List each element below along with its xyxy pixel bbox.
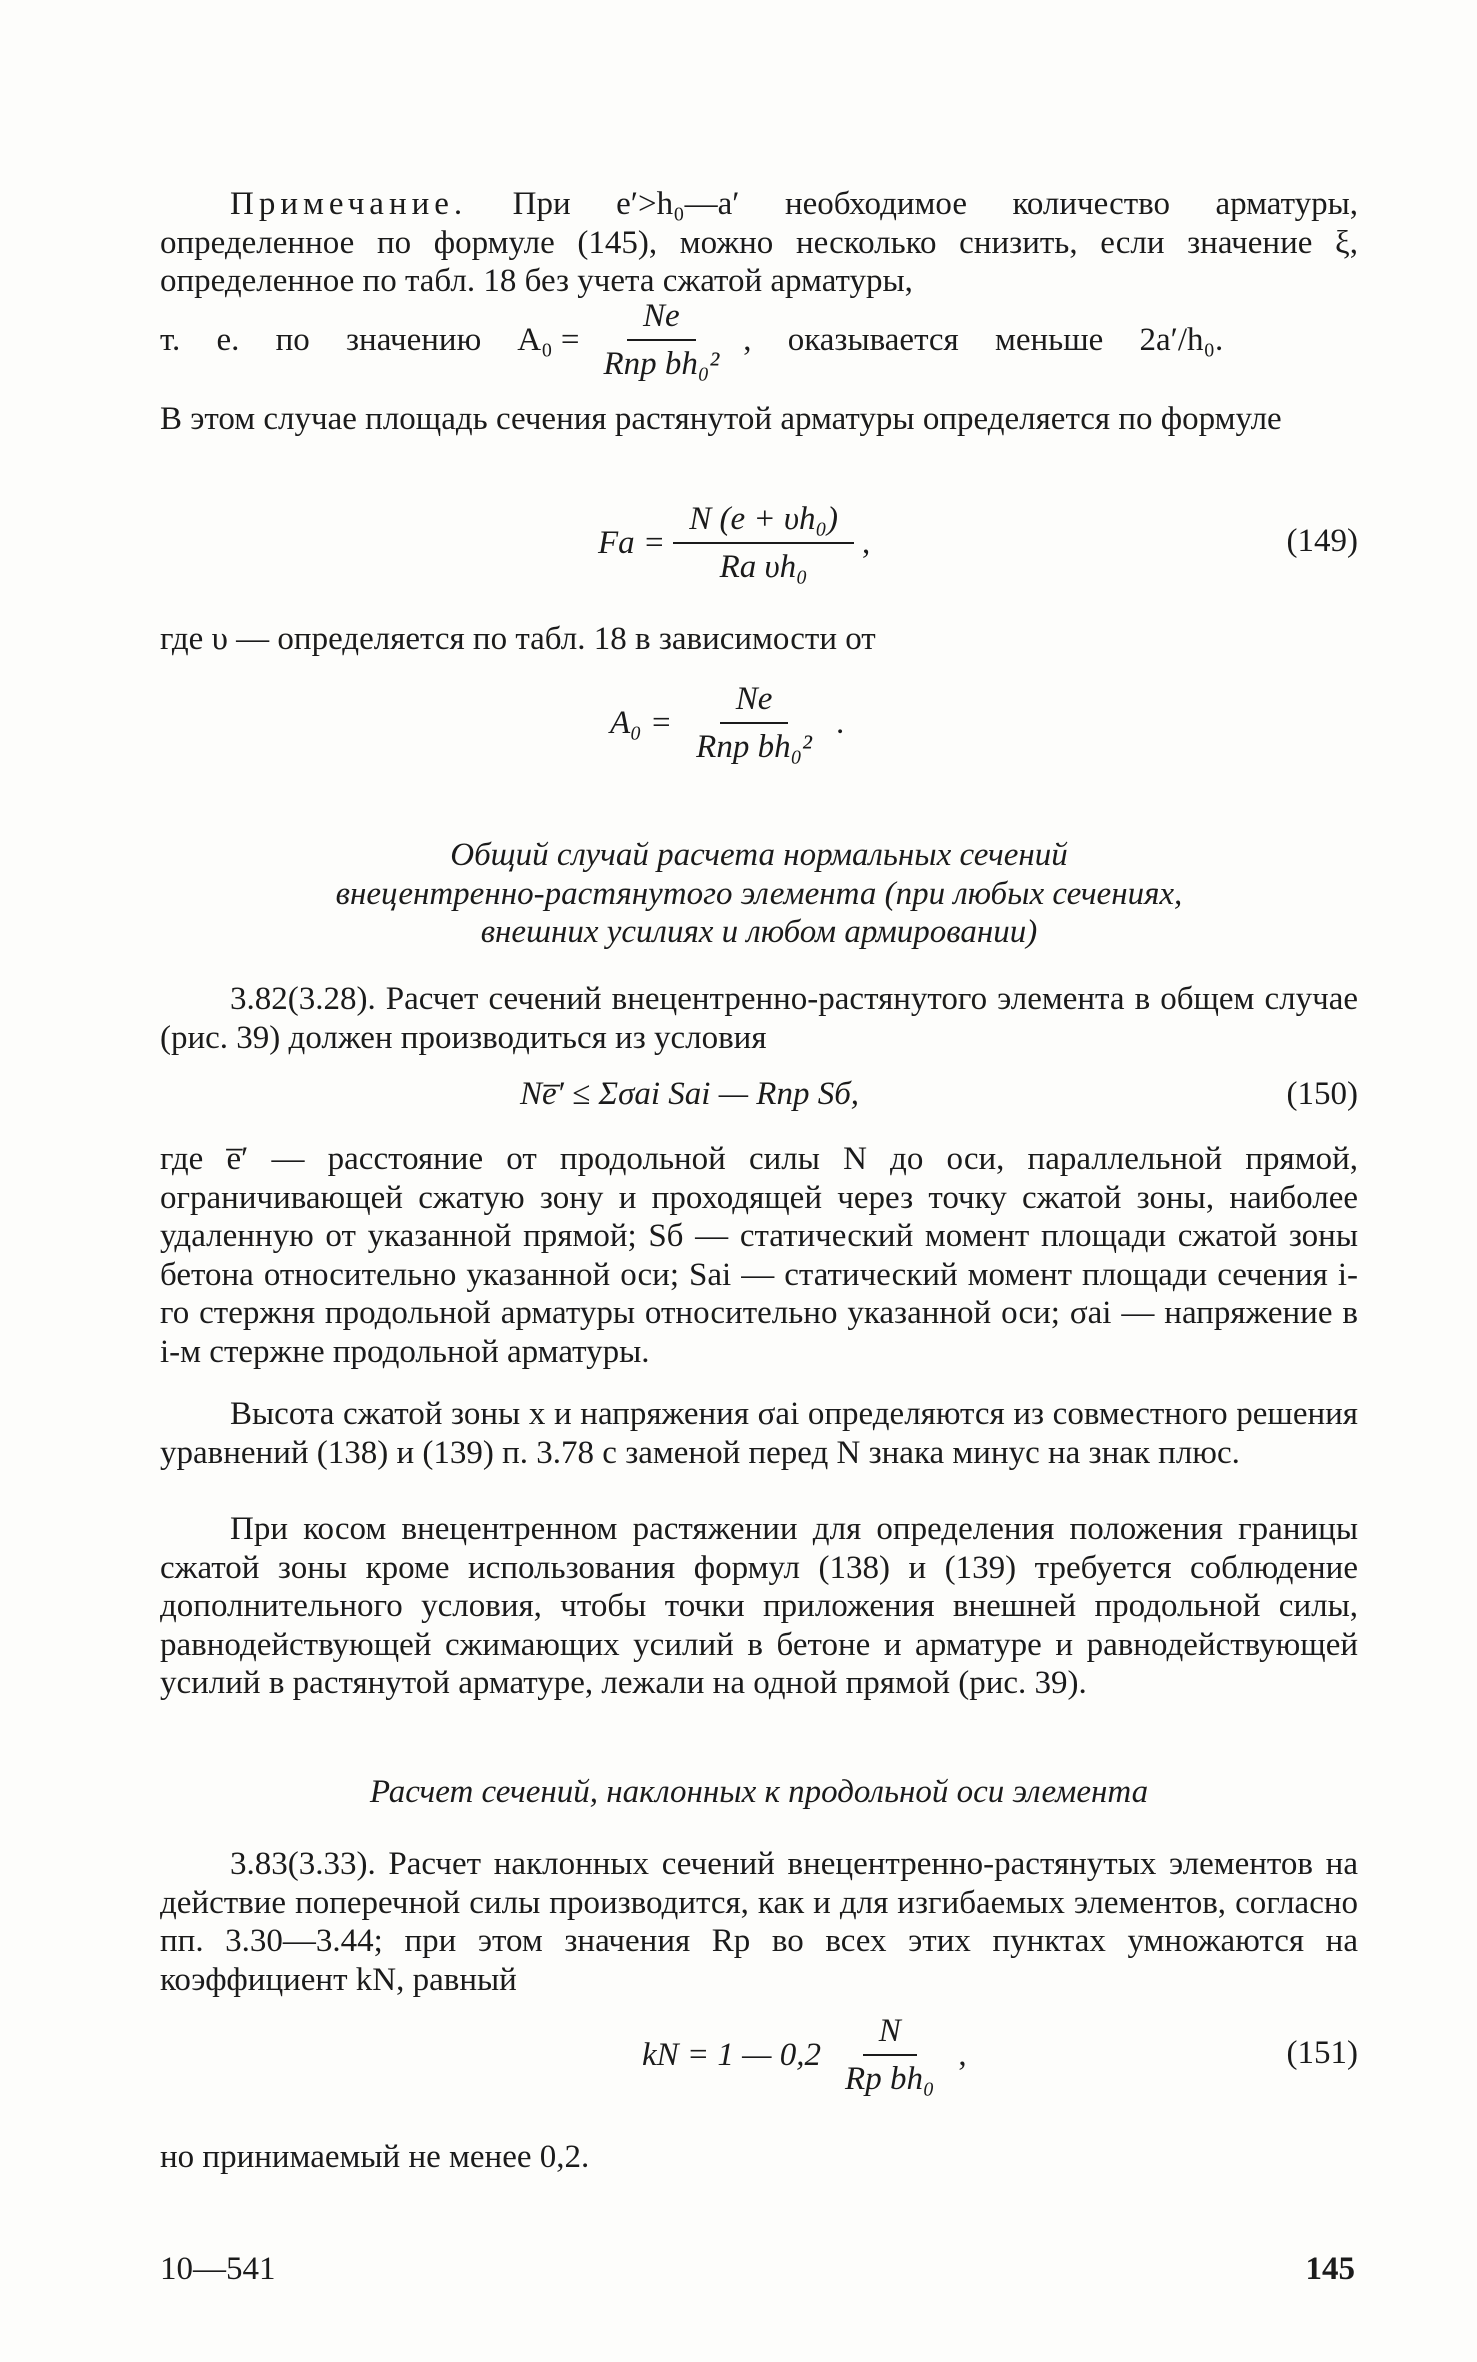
oblique-block [160,1510,1358,1703]
formula-a0-inline-numerator: Ne [627,297,696,341]
height-paragraph: Высота сжатой зоны x и напряжения σаi определяются из совместного решения уравнений (138) и (139) п. 3.78 с заменой перед N знака минус на знак плюс. [160,1396,1358,1471]
formula-151-lhs: kN = 1 — 0,2 [642,2036,822,2073]
section-383-paragraph [160,1845,1358,1999]
formula-a0-numerator: Ne [720,680,789,724]
note-label: Примечание. [230,186,468,222]
formula-151-fraction [829,2012,950,2098]
formula-a0-inline-fraction [587,297,735,383]
formula-a0 [610,668,844,778]
formula-a0-tail: . [835,704,845,741]
where-e-text: где e̅′ — расстояние от продольной силы N до оси, параллельной прямой, ограничивающей сжатую зону и проходящей через точку сжатой зоны, наиболее удаленную от указанной прямой; Sб — статический момент площади сжатой зоны бетона относительно указанной оси; Sаi — статический момент площади сечения i-го стержня продольной арматуры относительно указанной оси; σаi — напряжение в i-м стержне продольной арматуры. [160,1141,1358,1370]
final-line-block [160,2138,1358,2177]
section-383-block [160,1845,1358,1999]
note-a0-outro: , оказывается меньше 2a′/h₀. [743,321,1224,358]
note-block [160,185,1358,301]
section-382-paragraph [160,980,1358,1057]
final-line: но принимаемый не менее 0,2. [160,2139,590,2175]
section-383-number: 3.83(3.33). [230,1846,376,1882]
where-v-text: где υ — определяется по табл. 18 в зависимости от [160,621,876,657]
note-a0-line [160,288,1358,392]
printer-signature: 10—541 [160,2251,276,2287]
page-number: 145 [1305,2251,1355,2287]
formula-151-tail: , [958,2036,967,2073]
formula-149-denominator: Rа υh₀ [719,549,808,585]
height-block [160,1395,1358,1472]
where-e-block [160,1140,1358,1371]
section-382-block [160,980,1358,1057]
formula-151 [642,2000,967,2110]
note-text: При e′>h₀—a′ необходимое количество арматуры, определенное по формуле (145), можно несколько снизить, если значение ξ, определенное по табл. 18 без учета сжатой арматуры, [160,186,1358,299]
formula-a0-inline-denominator: Rпр bh₀² [603,346,720,382]
section-heading-normal-line3: внешних усилиях и любом армировании) [480,914,1038,950]
note-block-2 [160,400,1358,439]
section-heading-normal-line1: Общий случай расчета нормальных сечений [450,837,1068,873]
section-heading-normal-line2: внецентренно-растянутого элемента (при любых сечениях, [335,875,1183,912]
formula-149 [598,488,870,598]
formula-149-lhs: Fа = [598,524,666,561]
formula-149-fraction [673,500,854,586]
formula-a0-inline-lhs: A₀ = [517,321,580,358]
note-paragraph [160,185,1358,301]
formula-a0-lhs: A₀ = [610,704,673,741]
formula-149-tail: , [861,524,871,561]
formula-150: Ne̅′ ≤ Σσаi Sаi — Rпр Sб, [520,1076,860,1112]
section-heading-inclined: Расчет сечений, наклонных к продольной оси элемента [369,1774,1149,1810]
formula-151-numerator: N [863,2012,917,2056]
section-383-text: Расчет наклонных сечений внецентренно-растянутых элементов на действие поперечной силы производится, как и для изгибаемых элементов, согласно пп. 3.30—3.44; при этом значения Rр во всех этих пунктах умножаются на коэффициент kN, равный [160,1846,1358,1998]
section-heading-normal [160,836,1358,952]
section-382-text: Расчет сечений внецентренно-растянутого элемента в общем случае (рис. 39) должен производиться из условия [160,981,1358,1056]
formula-149-numerator: N (e + υh₀) [673,500,854,544]
where-v-block [160,620,1358,659]
formula-151-number: (151) [1286,2035,1358,2071]
note-paragraph-2: В этом случае площадь сечения растянутой арматуры определяется по формуле [160,401,1282,437]
formula-a0-fraction [680,680,828,766]
section-382-number: 3.82(3.28). [230,981,376,1017]
formula-150-number: (150) [1286,1076,1358,1112]
oblique-paragraph: При косом внецентренном растяжении для определения положения границы сжатой зоны кроме использования формул (138) и (139) требуется соблюдение дополнительного условия, чтобы точки приложения внешней продольной силы, равнодействующей сжимающих усилий в бетоне и арматуре и равнодействующей усилий в растянутой арматуре, лежали на одной прямой (рис. 39). [160,1511,1358,1701]
formula-a0-denominator: Rпр bh₀² [696,729,812,765]
formula-149-number: (149) [1286,523,1358,559]
formula-151-denominator: Rр bh₀ [845,2061,935,2097]
note-a0-intro: т. е. по значению [160,321,482,358]
